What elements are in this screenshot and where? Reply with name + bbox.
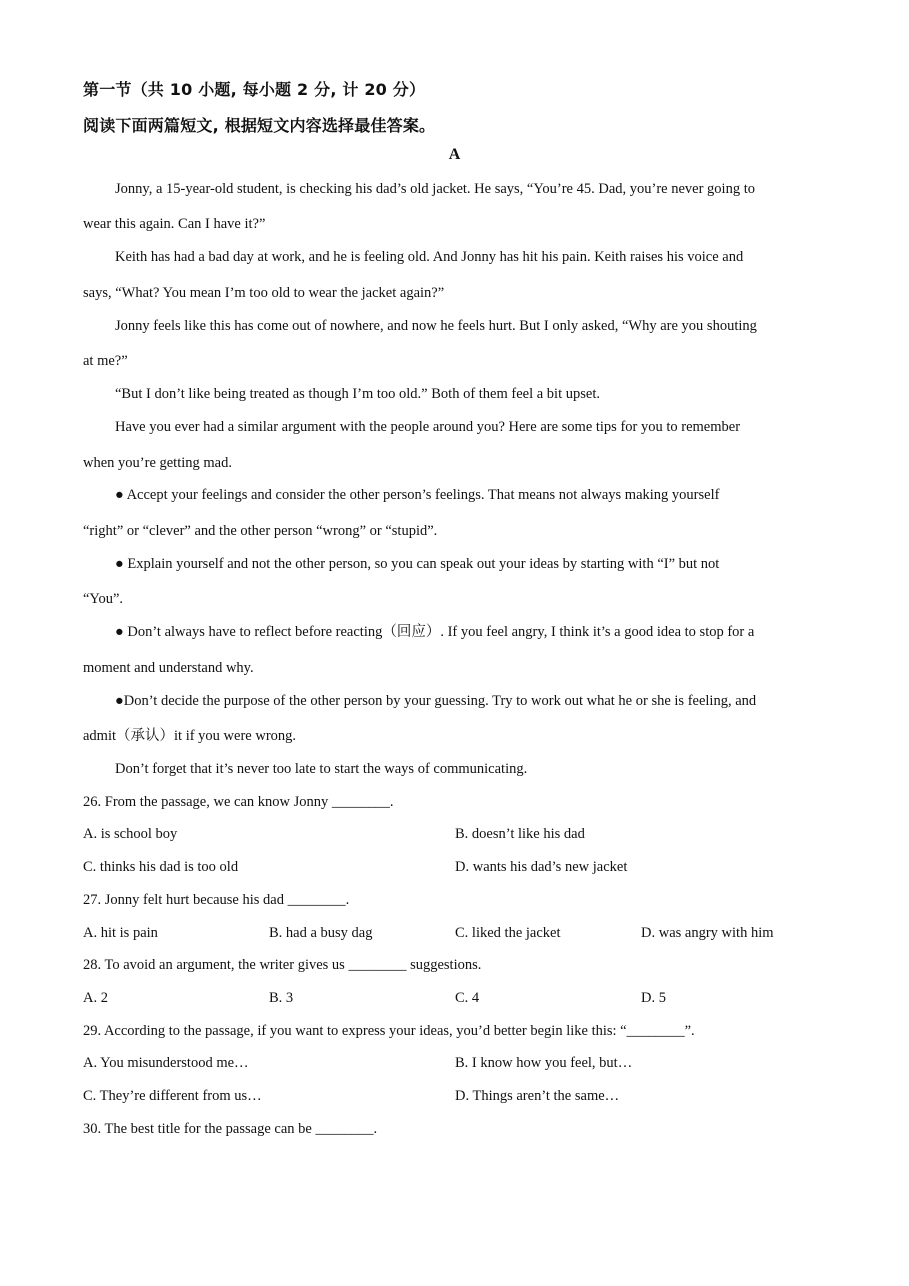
question-26-option-a[interactable]: A. is school boy <box>83 826 178 842</box>
passage-line: Don’t forget that it’s never too late to start the ways of communicating. <box>115 761 528 777</box>
tip-line: admit（承认）it if you were wrong. <box>83 728 297 744</box>
question-27-stem: 27. Jonny felt hurt because his dad ________. <box>83 892 350 908</box>
question-29-option-a[interactable]: A. You misunderstood me… <box>83 1055 249 1071</box>
question-29-option-d[interactable]: D. Things aren’t the same… <box>455 1088 620 1104</box>
tip-line: moment and understand why. <box>83 660 254 676</box>
section-instruction: 阅读下面两篇短文, 根据短文内容选择最佳答案。 <box>83 116 436 135</box>
question-26-option-d[interactable]: D. wants his dad’s new jacket <box>455 859 628 875</box>
question-27-option-d[interactable]: D. was angry with him <box>641 925 774 941</box>
question-27-option-a[interactable]: A. hit is pain <box>83 925 158 941</box>
question-26-stem: 26. From the passage, we can know Jonny ________. <box>83 794 394 810</box>
question-28-stem: 28. To avoid an argument, the writer gives us ________ suggestions. <box>83 957 482 973</box>
tip-line: “You”. <box>83 591 124 607</box>
tip-line: ● Accept your feelings and consider the other person’s feelings. That means not always making yourself <box>115 487 720 503</box>
question-28-option-c[interactable]: C. 4 <box>455 990 480 1006</box>
question-29-option-b[interactable]: B. I know how you feel, but… <box>455 1055 633 1071</box>
question-28-option-d[interactable]: D. 5 <box>641 990 666 1006</box>
passage-line: at me?” <box>83 353 128 369</box>
passage-line: Have you ever had a similar argument with the people around you? Here are some tips for you to remember <box>115 419 741 435</box>
question-28-option-a[interactable]: A. 2 <box>83 990 108 1006</box>
tip-line: ●Don’t decide the purpose of the other person by your guessing. Try to work out what he or she is feeling, and <box>115 693 757 709</box>
passage-line: wear this again. Can I have it?” <box>83 216 266 232</box>
question-27-option-c[interactable]: C. liked the jacket <box>455 925 561 941</box>
question-27-option-b[interactable]: B. had a busy dag <box>269 925 373 941</box>
section-heading: 第一节（共 10 小题, 每小题 2 分, 计 20 分） <box>83 80 426 99</box>
passage-line: Keith has had a bad day at work, and he is feeling old. And Jonny has hit his pain. Keith raises his voice and <box>115 249 744 265</box>
question-26-option-c[interactable]: C. thinks his dad is too old <box>83 859 239 875</box>
passage-line: when you’re getting mad. <box>83 455 232 471</box>
question-30-stem: 30. The best title for the passage can be ________. <box>83 1121 378 1137</box>
question-29-option-c[interactable]: C. They’re different from us… <box>83 1088 262 1104</box>
question-26-option-b[interactable]: B. doesn’t like his dad <box>455 826 585 842</box>
tip-line: ● Don’t always have to reflect before reacting（回应）. If you feel angry, I think it’s a good idea to stop for a <box>115 624 755 640</box>
question-28-option-b[interactable]: B. 3 <box>269 990 294 1006</box>
question-29-stem: 29. According to the passage, if you want to express your ideas, you’d better begin like this: “________”. <box>83 1023 695 1039</box>
tip-line: “right” or “clever” and the other person “wrong” or “stupid”. <box>83 523 438 539</box>
tip-line: ● Explain yourself and not the other person, so you can speak out your ideas by starting with “I” but not <box>115 556 720 572</box>
passage-line: says, “What? You mean I’m too old to wear the jacket again?” <box>83 285 445 301</box>
passage-title: A <box>448 146 461 163</box>
passage-line: Jonny feels like this has come out of nowhere, and now he feels hurt. But I only asked, “Why are you shouting <box>115 318 757 334</box>
passage-line: Jonny, a 15-year-old student, is checking his dad’s old jacket. He says, “You’re 45. Dad, you’re never going to <box>115 181 755 197</box>
passage-line: “But I don’t like being treated as though I’m too old.” Both of them feel a bit upset. <box>115 386 600 402</box>
